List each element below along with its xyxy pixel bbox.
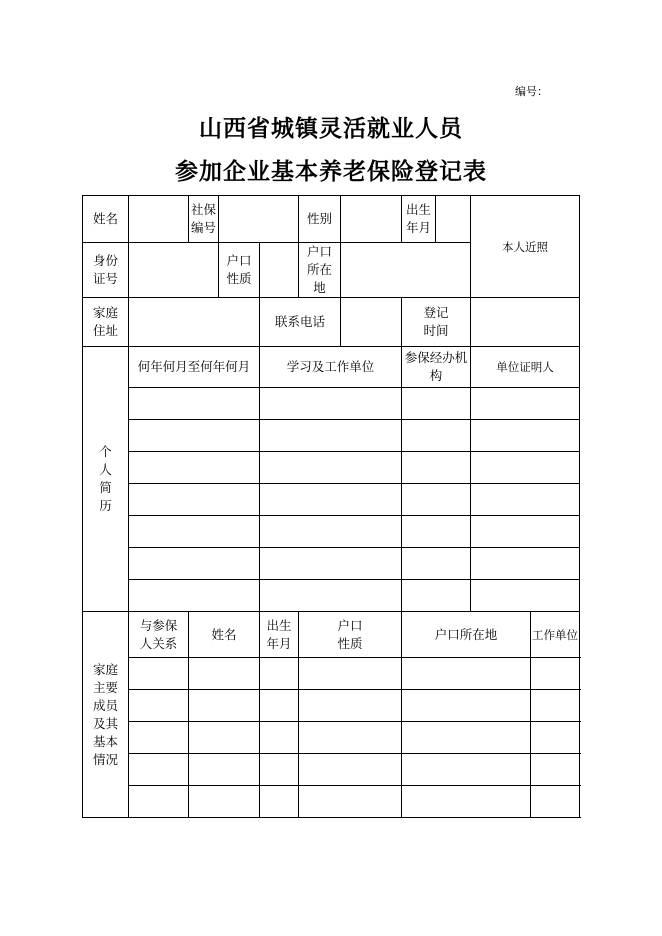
family-hukou-type-cell[interactable]	[299, 690, 402, 722]
home-address-field[interactable]	[129, 298, 260, 347]
resume-row	[83, 484, 580, 516]
family-hukou-place-header: 户口所在地	[402, 612, 531, 658]
family-hukou-place-cell[interactable]	[402, 658, 531, 690]
family-work-unit-cell[interactable]	[531, 658, 580, 690]
family-row	[83, 722, 580, 754]
family-name-cell[interactable]	[189, 690, 260, 722]
family-hukou-place-cell[interactable]	[402, 754, 531, 786]
family-row	[83, 754, 580, 786]
resume-row	[83, 516, 580, 548]
resume-witness-cell[interactable]	[471, 484, 580, 516]
name-field[interactable]	[129, 196, 189, 243]
resume-witness-cell[interactable]	[471, 548, 580, 580]
resume-witness-cell[interactable]	[471, 420, 580, 452]
family-hukou-type-cell[interactable]	[299, 786, 402, 818]
family-name-cell[interactable]	[189, 658, 260, 690]
resume-period-cell[interactable]	[129, 452, 260, 484]
family-work-unit-cell[interactable]	[531, 786, 580, 818]
resume-agency-cell[interactable]	[402, 388, 471, 420]
resume-row	[83, 548, 580, 580]
resume-agency-header: 参保经办机构	[402, 347, 471, 388]
resume-period-cell[interactable]	[129, 388, 260, 420]
resume-agency-cell[interactable]	[402, 580, 471, 612]
form-title-line1: 山西省城镇灵活就业人员	[199, 115, 463, 142]
family-birth-cell[interactable]	[260, 786, 299, 818]
hukou-place-label: 户口 所在 地	[299, 243, 341, 298]
resume-witness-cell[interactable]	[471, 452, 580, 484]
photo-box[interactable]	[471, 196, 580, 298]
resume-header-row	[83, 347, 580, 388]
family-relation-cell[interactable]	[129, 786, 189, 818]
resume-unit-cell[interactable]	[260, 420, 402, 452]
hukou-type-field[interactable]	[260, 243, 299, 298]
phone-field[interactable]	[341, 298, 402, 347]
resume-period-cell[interactable]	[129, 484, 260, 516]
resume-row	[83, 388, 580, 420]
serial-number-label: 编号：	[515, 85, 548, 98]
family-hukou-type-cell[interactable]	[299, 722, 402, 754]
family-name-cell[interactable]	[189, 722, 260, 754]
family-row	[83, 658, 580, 690]
resume-period-header: 何年何月至何年何月	[129, 347, 260, 388]
family-hukou-type-header: 户口 性质	[299, 612, 402, 658]
resume-witness-cell[interactable]	[471, 388, 580, 420]
family-hukou-place-cell[interactable]	[402, 690, 531, 722]
gender-label: 性别	[299, 196, 341, 243]
birth-date-field[interactable]	[436, 196, 471, 243]
form-title-line2: 参加企业基本养老保险登记表	[175, 158, 487, 185]
family-name-cell[interactable]	[189, 786, 260, 818]
registration-time-field[interactable]	[471, 298, 580, 347]
resume-unit-cell[interactable]	[260, 580, 402, 612]
resume-witness-cell[interactable]	[471, 580, 580, 612]
resume-row	[83, 420, 580, 452]
family-relation-cell[interactable]	[129, 754, 189, 786]
social-security-number-label: 社保 编号	[189, 196, 219, 243]
registration-form-table	[82, 195, 580, 818]
phone-label: 联系电话	[260, 298, 341, 347]
family-hukou-type-cell[interactable]	[299, 754, 402, 786]
id-number-label: 身份 证号	[83, 243, 129, 298]
family-relation-cell[interactable]	[129, 658, 189, 690]
resume-unit-cell[interactable]	[260, 452, 402, 484]
resume-witness-header: 单位证明人	[471, 347, 580, 388]
resume-unit-cell[interactable]	[260, 516, 402, 548]
family-name-header: 姓名	[189, 612, 260, 658]
hukou-place-field[interactable]	[341, 243, 471, 298]
photo-label: 本人近照	[502, 239, 548, 254]
gender-field[interactable]	[341, 196, 402, 243]
resume-unit-header: 学习及工作单位	[260, 347, 402, 388]
family-name-cell[interactable]	[189, 754, 260, 786]
resume-row	[83, 580, 580, 612]
family-work-unit-cell[interactable]	[531, 754, 580, 786]
resume-period-cell[interactable]	[129, 420, 260, 452]
family-relation-cell[interactable]	[129, 722, 189, 754]
resume-agency-cell[interactable]	[402, 452, 471, 484]
resume-row	[83, 452, 580, 484]
family-work-unit-cell[interactable]	[531, 722, 580, 754]
family-section-label: 家庭 主要 成员 及其 基本 情况	[83, 612, 129, 818]
family-relation-cell[interactable]	[129, 690, 189, 722]
registration-time-label: 登记 时间	[402, 298, 471, 347]
resume-unit-cell[interactable]	[260, 484, 402, 516]
name-label: 姓名	[83, 196, 129, 243]
family-birth-cell[interactable]	[260, 690, 299, 722]
family-birth-header: 出生 年月	[260, 612, 299, 658]
family-row	[83, 786, 580, 818]
resume-witness-cell[interactable]	[471, 516, 580, 548]
home-address-label: 家庭 住址	[83, 298, 129, 347]
id-number-field[interactable]	[129, 243, 219, 298]
family-hukou-type-cell[interactable]	[299, 658, 402, 690]
resume-period-cell[interactable]	[129, 548, 260, 580]
family-relation-header: 与参保 人关系	[129, 612, 189, 658]
resume-period-cell[interactable]	[129, 580, 260, 612]
family-hukou-place-cell[interactable]	[402, 722, 531, 754]
social-security-number-field[interactable]	[219, 196, 299, 243]
family-birth-cell[interactable]	[260, 722, 299, 754]
family-work-unit-cell[interactable]	[531, 690, 580, 722]
birth-date-label: 出生 年月	[402, 196, 436, 243]
family-work-unit-header: 工作单位	[531, 612, 580, 658]
resume-agency-cell[interactable]	[402, 420, 471, 452]
resume-section-label: 个 人 简 历	[83, 347, 129, 612]
basic-info-row-3	[83, 298, 580, 347]
family-row	[83, 690, 580, 722]
resume-period-cell[interactable]	[129, 516, 260, 548]
resume-agency-cell[interactable]	[402, 516, 471, 548]
resume-unit-cell[interactable]	[260, 548, 402, 580]
resume-agency-cell[interactable]	[402, 548, 471, 580]
resume-unit-cell[interactable]	[260, 388, 402, 420]
hukou-type-label: 户口 性质	[219, 243, 260, 298]
family-header-row	[83, 612, 580, 658]
family-birth-cell[interactable]	[260, 754, 299, 786]
resume-agency-cell[interactable]	[402, 484, 471, 516]
family-birth-cell[interactable]	[260, 658, 299, 690]
family-hukou-place-cell[interactable]	[402, 786, 531, 818]
basic-info-row-1	[83, 196, 580, 243]
